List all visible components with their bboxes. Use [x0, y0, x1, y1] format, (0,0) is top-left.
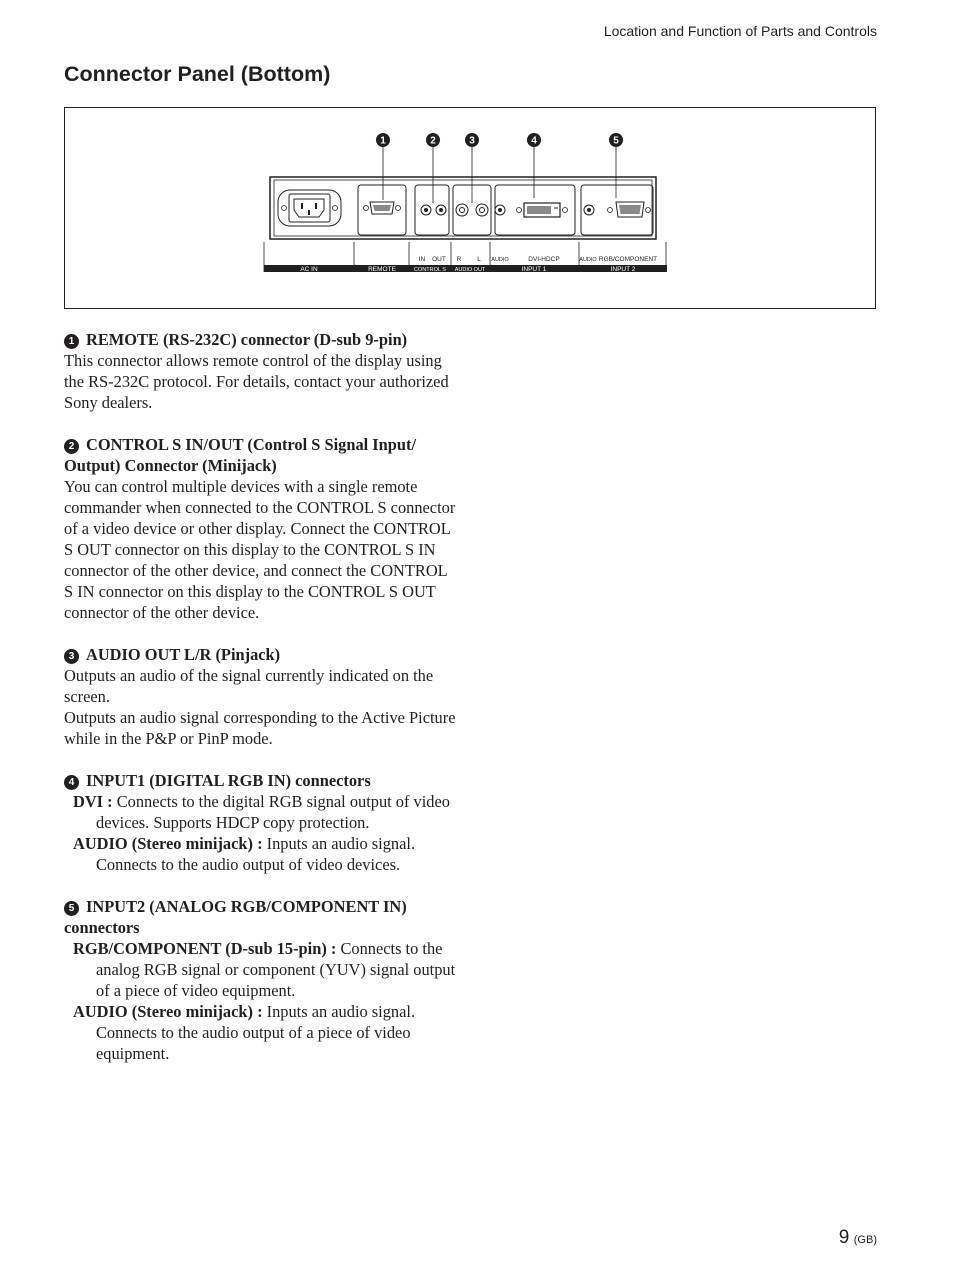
section-body: Outputs an audio of the signal currently indicated on the screen. — [64, 666, 434, 706]
page-title: Connector Panel (Bottom) — [64, 62, 331, 86]
term-item: DVI : Connects to the digital RGB signal output of video devices. Supports HDCP copy protection. — [73, 792, 450, 832]
section-input1 — [64, 770, 456, 875]
connector-panel-figure — [64, 107, 876, 309]
section-heading: 4 INPUT1 (DIGITAL RGB IN) connectors — [64, 770, 456, 791]
input2-connectors — [581, 185, 653, 235]
callout-3 — [465, 133, 479, 147]
connector-panel-diagram — [65, 108, 877, 310]
section-audio-out — [64, 644, 456, 749]
section-heading: 5 INPUT2 (ANALOG RGB/COMPONENT IN) connectors — [64, 897, 407, 937]
page-number: 9 (GB) — [838, 1227, 877, 1248]
remote-dsub9-connector — [358, 185, 406, 235]
callout-1 — [376, 133, 390, 147]
label-in: IN — [418, 256, 426, 263]
term-item: AUDIO (Stereo minijack) : Inputs an audio signal. Connects to the audio output of video devices. — [73, 834, 416, 874]
control-s-connectors — [415, 185, 449, 235]
section-heading: 1 REMOTE (RS-232C) connector (D-sub 9-pin) — [64, 329, 456, 350]
label-remote: REMOTE — [368, 266, 396, 273]
number-badge: 4 — [64, 775, 79, 790]
callout-2 — [426, 133, 440, 147]
section-remote — [64, 329, 456, 413]
section-body: Outputs an audio signal corresponding to the Active Picture while in the P&P or PinP mode. — [64, 708, 456, 748]
running-header: Location and Function of Parts and Controls — [603, 23, 877, 39]
number-badge: 3 — [64, 649, 79, 664]
term-item: RGB/COMPONENT (D-sub 15-pin) : Connects to the analog RGB signal or component (YUV) signal output of a piece of video equipment. — [73, 939, 456, 1000]
label-audio-out: AUDIO OUT — [454, 267, 486, 273]
section-heading: 3 AUDIO OUT L/R (Pinjack) — [64, 644, 456, 665]
callout-5 — [609, 133, 623, 147]
callout-4 — [527, 133, 541, 147]
svg-text:3: 3 — [469, 135, 475, 147]
svg-text:2: 2 — [430, 135, 436, 147]
svg-text:4: 4 — [531, 135, 537, 147]
label-rgb-component: RGB/COMPONENT — [598, 256, 658, 263]
section-body: You can control multiple devices with a single remote commander when connected to the CONTROL S connector of a video device or other display. Connect the CONTROL S OUT connector on this display to the CONTROL S IN connector of the other device, and connect the CONTROL S IN connector on this display to the CONTROL S OUT connector of the other device. — [64, 477, 456, 622]
svg-text:1: 1 — [380, 135, 386, 147]
svg-text:5: 5 — [613, 135, 619, 147]
label-r: R — [456, 256, 462, 263]
label-input1: INPUT 1 — [521, 266, 547, 273]
label-out: OUT — [432, 256, 446, 263]
label-ac-in: AC IN — [300, 266, 318, 273]
description-column — [64, 329, 456, 1085]
input1-connectors — [495, 185, 575, 235]
number-badge: 2 — [64, 439, 79, 454]
label-dvi-hdcp: DVI-HDCP — [528, 256, 560, 263]
section-heading: 2 CONTROL S IN/OUT (Control S Signal Input/ Output) Connector (Minijack) — [64, 435, 417, 475]
label-input2: INPUT 2 — [610, 266, 636, 273]
ac-in-connector — [278, 190, 341, 226]
label-audio-input1: AUDIO — [491, 257, 509, 263]
term-item: AUDIO (Stereo minijack) : Inputs an audio signal. Connects to the audio output of a piece of video equipment. — [73, 1002, 416, 1063]
label-control-s: CONTROL S — [414, 267, 446, 273]
section-body: This connector allows remote control of the display using the RS-232C protocol. For details, contact your authorized Sony dealers. — [64, 351, 449, 412]
number-badge: 1 — [64, 334, 79, 349]
label-l: L — [477, 256, 481, 263]
section-control-s — [64, 434, 456, 623]
label-band — [264, 242, 667, 273]
number-badge: 5 — [64, 901, 79, 916]
section-input2 — [64, 896, 456, 1064]
label-audio-input2: AUDIO — [579, 257, 597, 263]
